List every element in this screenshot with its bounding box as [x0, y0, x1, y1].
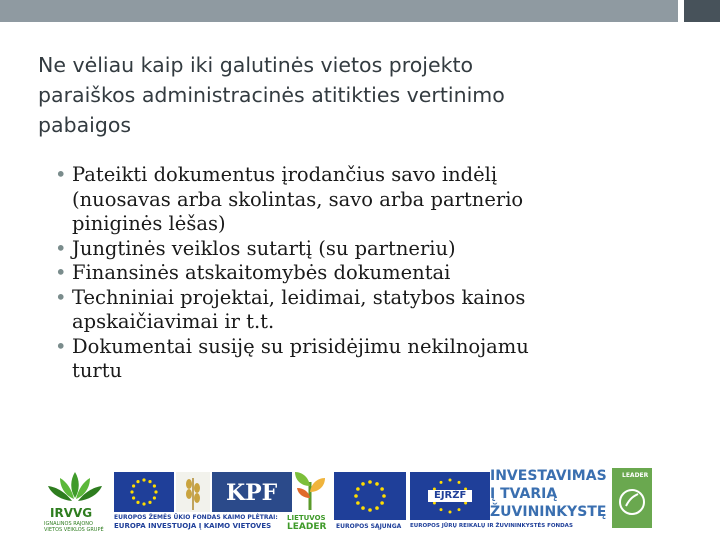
- top-decor-bar-light: [0, 0, 678, 22]
- eu-stars-icon: [334, 472, 406, 520]
- sponsor-logo-strip: [0, 462, 720, 540]
- bullet-item: • Pateikti dokumentus įrodančius savo indėlį (nuosavas arba skolintas, savo arba partnerio piniginės lėšas): [55, 163, 695, 237]
- irvvg-leaf-icon: [44, 468, 106, 508]
- sprout-icon: [285, 468, 335, 514]
- bullet-item: • Techniniai projektai, leidimai, statybos kainos apskaičiavimai ir t.t.: [55, 286, 695, 335]
- ejrzf-caption: EUROPOS JŪRŲ REIKALŲ IR ŽUVININKYSTĖS FONDAS: [410, 523, 573, 529]
- bullet-list: [55, 163, 695, 384]
- eu-stars-icon: [114, 472, 174, 512]
- eafrd-caption: EUROPOS ŽEMĖS ŪKIO FONDAS KAIMO PLĖTRAI: EUROPA INVESTUOJA Į KAIMO VIETOVES: [114, 514, 278, 530]
- slide-title-line: Ne vėliau kaip iki galutinės vietos projekto: [38, 53, 474, 77]
- wheat-icon: [176, 472, 210, 512]
- slide-title-line: pabaigos: [38, 113, 132, 137]
- wheat-logo: [176, 472, 210, 512]
- top-decor-bar: [0, 0, 720, 22]
- bullet-item: • Finansinės atskaitomybės dokumentai: [55, 261, 695, 286]
- bullet-item: • Jungtinės veiklos sutartį (su partneriu): [55, 237, 695, 262]
- bullet-item: • Dokumentai susiję su prisidėjimu nekilnojamu turtu: [55, 335, 695, 384]
- slide-title-line: paraiškos administracinės atitikties vertinimo: [38, 83, 505, 107]
- eu-caption: EUROPOS SĄJUNGA: [336, 523, 402, 530]
- eu-flag-logo: [114, 472, 174, 512]
- ejrzf-logo: EJRŽF: [410, 472, 490, 520]
- leader-green-logo: LEADER: [612, 468, 652, 528]
- kpf-logo: KPF: [212, 472, 292, 512]
- lietuvos-leader-logo: LIETUVOS LEADER: [285, 468, 335, 534]
- slide-title: [38, 50, 678, 140]
- eu-flag-logo: [334, 472, 406, 520]
- zuvininkyste-logo: INVESTAVIMAS Į TVARIĄ ŽUVININKYSTĘ: [490, 468, 607, 520]
- irvvg-logo: IRVVG IGNALINOS RAJONO VIETOS VEIKLOS GRUPĖ: [44, 468, 106, 530]
- top-decor-bar-dark: [684, 0, 720, 22]
